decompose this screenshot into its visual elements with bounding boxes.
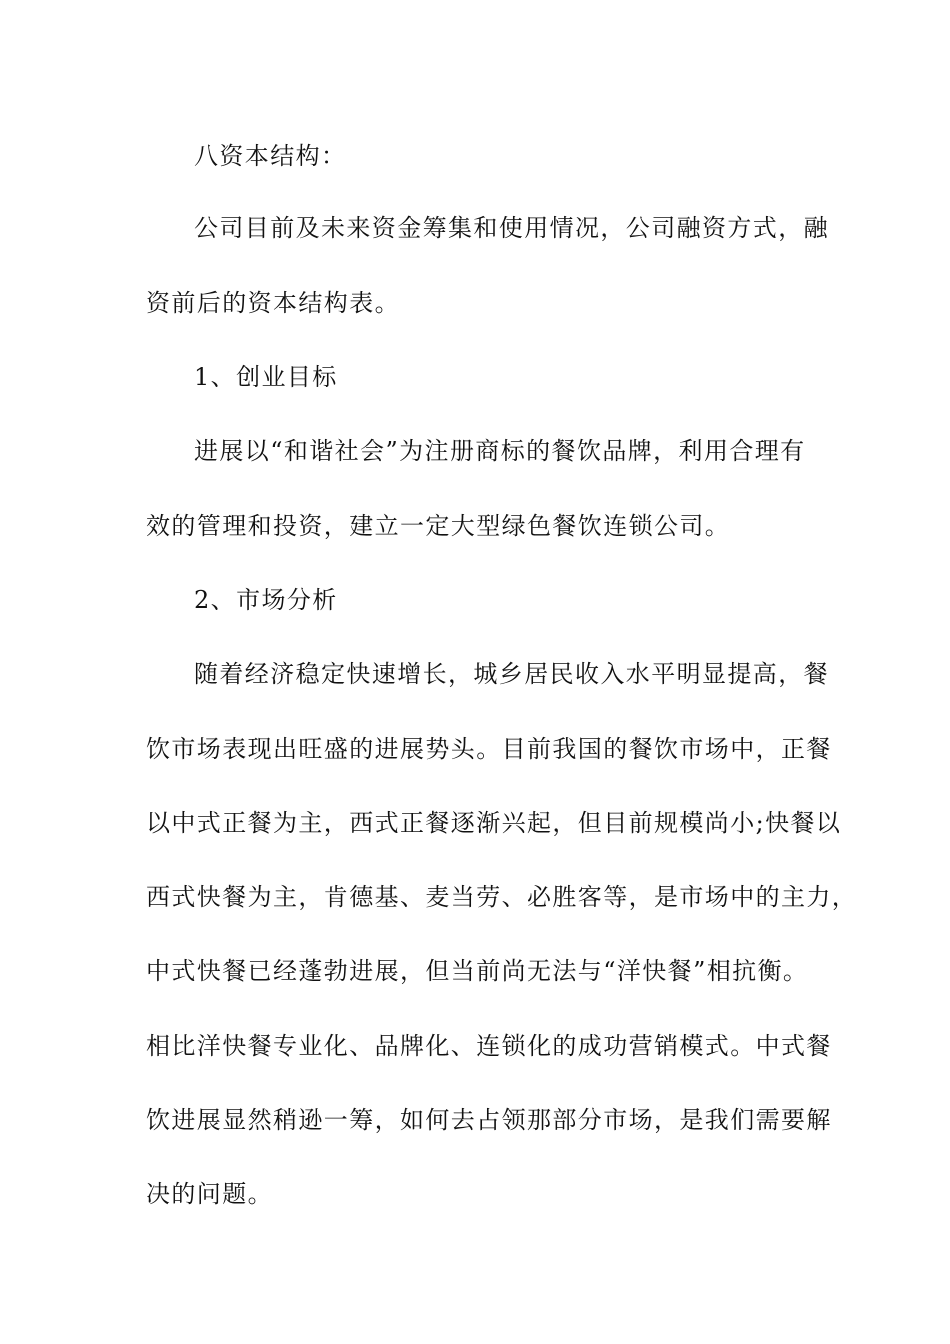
paragraph-line: 进展以“和谐社会”为注册商标的餐饮品牌，利用合理有 bbox=[194, 437, 806, 465]
paragraph-line: 饮市场表现出旺盛的进展势头。目前我国的餐饮市场中，正餐 bbox=[146, 735, 832, 763]
paragraph-line: 相比洋快餐专业化、品牌化、连锁化的成功营销模式。中式餐 bbox=[146, 1032, 832, 1060]
paragraph-line: 饮进展显然稍逊一筹，如何去占领那部分市场，是我们需要解 bbox=[146, 1106, 832, 1134]
paragraph-line: 资前后的资本结构表。 bbox=[146, 289, 400, 317]
paragraph-line: 以中式正餐为主，西式正餐逐渐兴起，但目前规模尚小;快餐以 bbox=[146, 809, 842, 837]
section-heading-market-analysis: 2、市场分析 bbox=[194, 586, 338, 614]
section-heading-business-goal: 1、创业目标 bbox=[194, 363, 338, 391]
paragraph-line: 随着经济稳定快速增长，城乡居民收入水平明显提高，餐 bbox=[194, 660, 829, 688]
paragraph-line: 西式快餐为主，肯德基、麦当劳、必胜客等，是市场中的主力， bbox=[146, 883, 858, 911]
paragraph-line: 效的管理和投资，建立一定大型绿色餐饮连锁公司。 bbox=[146, 512, 731, 540]
paragraph-line: 中式快餐已经蓬勃进展，但当前尚无法与“洋快餐”相抗衡。 bbox=[146, 957, 809, 985]
paragraph-line: 公司目前及未来资金筹集和使用情况，公司融资方式，融 bbox=[194, 214, 829, 242]
paragraph-line: 决的问题。 bbox=[146, 1180, 273, 1208]
section-heading-capital-structure: 八资本结构： bbox=[194, 142, 347, 170]
